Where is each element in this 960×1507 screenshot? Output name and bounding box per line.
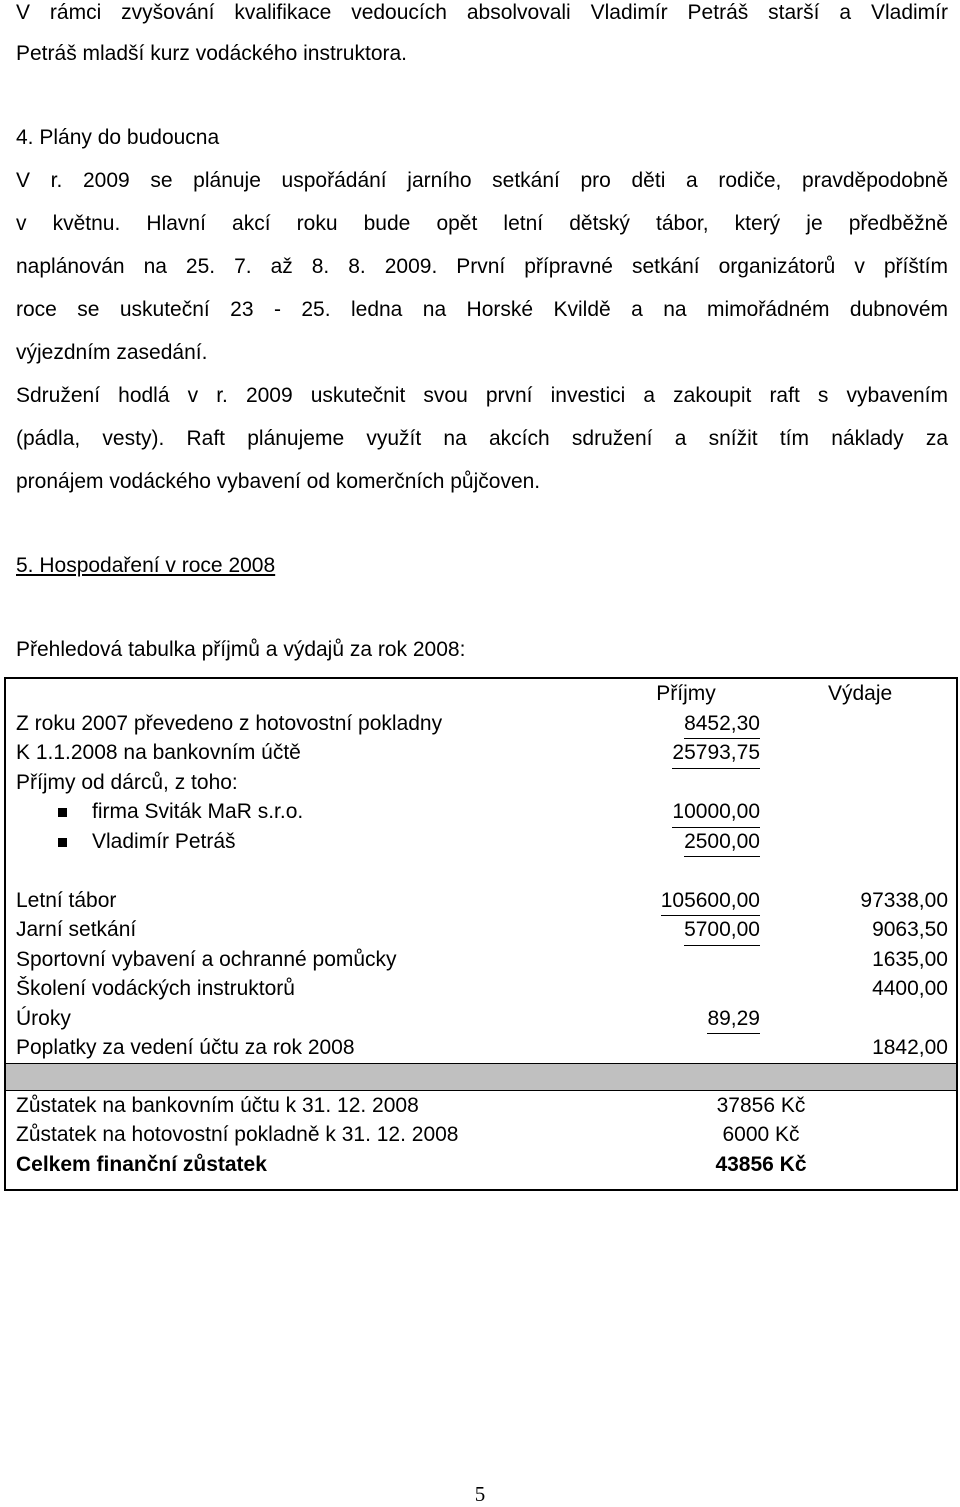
row-label: Školení vodáckých instruktorů xyxy=(16,977,295,1000)
table-row xyxy=(6,1004,956,1034)
text-line: V rámci zvyšování kvalifikace vedoucích absolvovali Vladimír Petráš starší a Vladimír xyxy=(16,1,948,24)
table-row xyxy=(6,827,956,857)
row-income: 2500,00 xyxy=(684,827,760,858)
text-line: v květnu. Hlavní akcí roku bude opět letní dětský tábor, který je předběžně xyxy=(16,212,948,235)
row-label: Z roku 2007 převedeno z hotovostní pokladny xyxy=(16,711,443,735)
row-expense: 1635,00 xyxy=(872,947,948,971)
balance-label: Celkem finanční zůstatek xyxy=(16,1152,267,1176)
balance-value: 43856 Kč xyxy=(715,1152,807,1176)
table-bottom-padding xyxy=(6,1179,956,1189)
row-income: 8452,30 xyxy=(684,709,760,740)
bullet-icon xyxy=(58,808,67,817)
bullet-icon xyxy=(58,838,67,847)
table-row xyxy=(6,886,956,916)
row-income: 25793,75 xyxy=(672,738,760,769)
row-label: firma Sviták MaR s.r.o. xyxy=(92,800,304,823)
balance-label: Zůstatek na bankovním účtu k 31. 12. 2008 xyxy=(16,1093,419,1117)
row-label: Letní tábor xyxy=(16,888,117,912)
table-row xyxy=(6,1033,956,1063)
expense-header: Výdaje xyxy=(828,682,893,705)
row-income: 89,29 xyxy=(707,1004,760,1035)
balance-value: 6000 Kč xyxy=(722,1123,800,1146)
table-header-row xyxy=(6,679,956,709)
text-line: pronájem vodáckého vybavení od komerčních půjčoven. xyxy=(16,470,541,493)
balance-label: Zůstatek na hotovostní pokladně k 31. 12. 2008 xyxy=(16,1123,459,1146)
row-expense: 1842,00 xyxy=(872,1036,948,1059)
table-row xyxy=(6,738,956,768)
income-header: Příjmy xyxy=(656,682,716,705)
row-label: Úroky xyxy=(16,1006,71,1030)
table-row xyxy=(6,709,956,739)
table-row xyxy=(6,915,956,945)
table-row xyxy=(6,974,956,1004)
text-line: naplánován na 25. 7. až 8. 8. 2009. První přípravné setkání organizátorů v příštím xyxy=(16,255,948,278)
row-label: K 1.1.2008 na bankovním účtě xyxy=(16,741,301,764)
text-line: roce se uskuteční 23 - 25. ledna na Horské Kvildě a na mimořádném dubnovém xyxy=(16,298,948,321)
row-label: Poplatky za vedení účtu za rok 2008 xyxy=(16,1036,355,1059)
table-row xyxy=(6,945,956,975)
text-line: Petráš mladší kurz vodáckého instruktora. xyxy=(16,42,408,65)
row-label: Sportovní vybavení a ochranné pomůcky xyxy=(16,947,397,971)
row-expense: 9063,50 xyxy=(872,918,948,941)
row-expense: 4400,00 xyxy=(872,977,948,1000)
row-expense: 97338,00 xyxy=(860,888,948,912)
row-income: 5700,00 xyxy=(684,915,760,946)
page-number: 5 xyxy=(474,1482,486,1506)
row-income: 10000,00 xyxy=(672,797,760,828)
text-line: Sdružení hodlá v r. 2009 uskutečnit svou první investici a zakoupit raft s vybavením xyxy=(16,384,948,407)
table-caption: Přehledová tabulka příjmů a výdajů za rok 2008: xyxy=(16,638,466,661)
text-line: V r. 2009 se plánuje uspořádání jarního setkání pro děti a rodiče, pravděpodobně xyxy=(16,169,948,192)
row-label: Jarní setkání xyxy=(16,918,137,941)
row-label: Příjmy od dárců, z toho: xyxy=(16,770,238,794)
row-income: 105600,00 xyxy=(661,886,760,917)
spacer-row xyxy=(6,856,956,886)
finance-table xyxy=(4,677,958,1191)
balance-value: 37856 Kč xyxy=(716,1093,806,1117)
section-heading-finance: 5. Hospodaření v roce 2008 xyxy=(16,554,276,577)
text-line: výjezdním zasedání. xyxy=(16,341,208,364)
row-label: Vladimír Petráš xyxy=(92,829,236,853)
table-row xyxy=(6,1091,956,1121)
table-row xyxy=(6,1120,956,1150)
section-heading-plans: 4. Plány do budoucna xyxy=(16,126,220,149)
table-row xyxy=(6,768,956,798)
divider-row xyxy=(6,1063,956,1091)
text-line: (pádla, vesty). Raft plánujeme využít na akcích sdružení a snížit tím náklady za xyxy=(16,427,948,450)
table-row xyxy=(6,797,956,827)
table-row-total xyxy=(6,1150,956,1180)
